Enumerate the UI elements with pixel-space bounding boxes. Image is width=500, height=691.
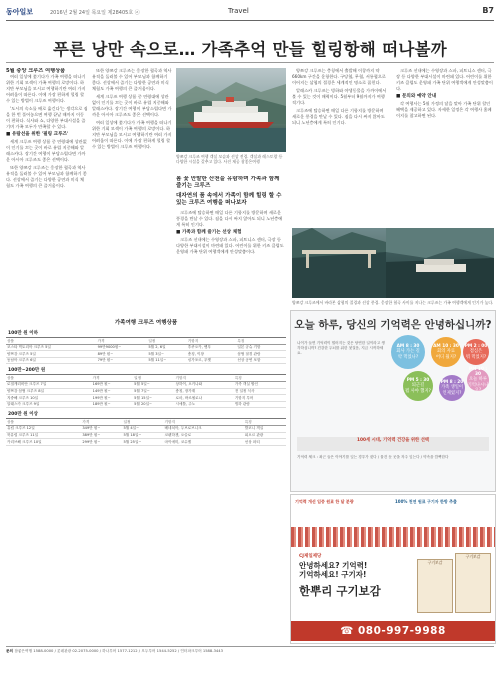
table-cell: 빙하 관람 xyxy=(234,401,286,408)
bubble-text: 회의 자료 어디 뒀지? xyxy=(435,349,457,360)
table-cell: 동남아 크루즈 6일 xyxy=(6,357,97,364)
product-boxes-image xyxy=(417,553,491,613)
article-paragraph: 세계 크루즈 여행 상품 중 연령대에 상관없이 인기를 끄는 곳이 바로 유럽 지중해와 알래스카다. 장기간 여행이 부담스럽다면 가까운 아시아 크루즈도 좋은 선택이다. xyxy=(6,139,87,162)
table-cell: 5월 18일~ xyxy=(122,432,163,439)
table-row xyxy=(6,381,286,388)
footer-contacts: 참좋은여행 1588-0000 / 롯데관광 02-2075-0000 / 하나투어 1577-1212 / 모두투어 1544-5252 / 인터파크투어 1588-3443 xyxy=(14,649,223,653)
article-paragraph: 또한 양쯔강 크루즈는 웅장한 협곡과 역사 유적을 둘러볼 수 있어 부모님과 함께하기 좋다. 선상에서 즐기는 다양한 공연과 미식 체험도 가족 여행의 큰 즐거움이다. xyxy=(92,68,172,91)
inquiry-footer xyxy=(6,646,494,684)
table-title: 가족여행 크루즈 여행상품 xyxy=(114,320,178,326)
bubble-time: AM 8 : 30 xyxy=(396,344,420,350)
bubble-time: PM 10 : 30 xyxy=(468,367,488,378)
table-cell: 충칭, 이창 xyxy=(187,351,237,358)
table-cell: 알래스카 크루즈 9일 xyxy=(6,401,92,408)
table-row xyxy=(6,425,286,432)
table-cell: 상하이, 오키나와 xyxy=(175,381,234,388)
table-cell: 베네치아, 두브로브니크 xyxy=(164,425,244,432)
table-cell: 5월 4일~ xyxy=(122,425,163,432)
table-cell: 389만 원~ xyxy=(81,432,122,439)
memory-bubble xyxy=(439,375,465,401)
cruise-photo-caption: 양쯔강 크루즈 여행 객실 모습과 선상 전경. 객실과 레스토랑 등 다양한 시설을 갖추고 있다. 사진 제공 참좋은여행 xyxy=(176,154,283,164)
product-box-label: 구기보감 xyxy=(465,554,481,559)
article-subhead: ■ 문의와 예약 안내 xyxy=(396,94,437,99)
ad-right-headline: 100% 천연 원료 구기자 한방 추출 xyxy=(395,499,457,504)
table-cell: 싱가포르, 푸껫 xyxy=(187,357,237,364)
table-cell: 5월 7일~ xyxy=(133,388,174,395)
cruise-ship-photo xyxy=(176,68,286,152)
table-header-cell: 가격 xyxy=(81,419,122,425)
gorge-photo-caption: 양쯔강 크루즈에서 바라본 삼협의 절경과 선상 풍경. 웅장한 협곡 사이를 지나는 크루즈는 가족 여행객에게 인기가 높다. xyxy=(292,300,494,305)
bubble-time: PM 8 : 20 xyxy=(440,380,464,386)
ad-banner-bar xyxy=(297,437,489,451)
table-cell: 피오르 관광 xyxy=(244,432,286,439)
table-header-cell: 가격 xyxy=(92,375,133,381)
table-cell: 선상 공연 포함 xyxy=(236,357,286,364)
table-row xyxy=(6,357,286,364)
ad-top-headlines xyxy=(295,499,491,525)
brand-name: CJ제일제당 xyxy=(299,554,322,559)
product-advertisement xyxy=(290,494,496,644)
table-cell: 후쿠오카, 벳푸 xyxy=(187,344,237,351)
table-cell: 189만 원~ xyxy=(92,401,133,408)
table-cell: 149만 원~ xyxy=(92,388,133,395)
article-column-3 xyxy=(176,176,286,312)
table-section-label: 100만~200만 원 xyxy=(6,366,286,375)
table-cell: 5월 3일~ xyxy=(147,351,186,358)
table-cell: 충칭, 장가계 xyxy=(175,388,234,395)
table-cell: 카리브해 크루즈 10일 xyxy=(6,439,81,446)
article-paragraph: '도시의 숙소를 배로 옮긴다'는 생각으로 짐을 한 번 풀어놓으면 여행 끝날 때까지 이동이 편하다. 식사와 쇼, 다양한 부대시설을 즐기며 가족 모두가 만족할 수 있다. xyxy=(6,106,88,129)
table-header-cell: 상품 xyxy=(6,338,97,344)
table-cell: 5월 2, 6일 xyxy=(147,344,186,351)
page-number: B7 xyxy=(482,6,494,15)
table-row xyxy=(6,344,286,351)
table-cell: 5월 5일~ xyxy=(133,381,174,388)
article-paragraph: 크루즈 선내에는 수영장과 스파, 피트니스 센터, 극장 등 다양한 부대시설이 마련돼 있다. 어린이를 위한 키즈 클럽도 운영돼 가족 단위 여행객에게 안성맞춤이다. xyxy=(176,237,284,254)
memory-bubble xyxy=(463,339,489,365)
table-cell: 79만 원~ xyxy=(97,357,148,364)
gorge-photo xyxy=(292,228,386,298)
masthead xyxy=(6,6,494,21)
table-cell: 5월 11일~ xyxy=(147,357,186,364)
tour-table xyxy=(6,375,286,408)
table-section-label: 100만 원 이하 xyxy=(6,329,286,338)
cruise-ship-illustration xyxy=(176,68,286,152)
article-column-5 xyxy=(396,68,494,224)
memory-bubble xyxy=(403,371,433,401)
table-cell: 선상 파티 xyxy=(244,439,286,446)
table-cell: 5월 15일~ xyxy=(133,395,174,402)
bubble-time: PM 5 : 30 xyxy=(406,378,430,384)
article-column-4 xyxy=(292,68,388,224)
tour-table xyxy=(6,419,286,445)
article-column-2 xyxy=(92,68,172,312)
article-subhead: ■ 가족과 함께 즐기는 선상 체험 xyxy=(176,230,242,235)
table-header-cell: 상품 xyxy=(6,419,81,425)
table-header-cell: 가격 xyxy=(97,338,148,344)
bubble-text: 가족 생일이 언제였지? xyxy=(440,385,464,396)
table-row xyxy=(6,439,286,446)
table-cell: 삼협 절경 관람 xyxy=(236,351,286,358)
ad-banner-text: 100세 시대, 기억력 건강을 위한 선택 xyxy=(356,438,430,443)
table-cell: 99만9000원~ xyxy=(97,344,148,351)
article-pull-quote: 봄 꽃 만발한 산천을 유람하며 가족과 함께 즐기는 크루즈 xyxy=(176,176,280,189)
table-cell: 마이애미, 코수멜 xyxy=(164,439,244,446)
article-paragraph: 여러 일상에 쫓기다가 가족 여행을 떠나기 위한 기회 모색이 가족 여행의 로망이다. 하지만 부모님을 모시고 여행하기란 여러 가지 어려움이 따른다. 이에 가장 편하게 힐링 할 수 있는 방법이 크루즈 여행이다. xyxy=(92,120,172,149)
ad-left-headline: 기억력 개선 입증 원료 한 달 분량 xyxy=(295,499,354,504)
tour-product-table xyxy=(6,318,286,640)
product-box xyxy=(455,553,491,613)
memory-bubble xyxy=(431,337,461,367)
table-row xyxy=(6,401,286,408)
section-name: Travel xyxy=(228,7,249,15)
article-paragraph: 크루즈에 탑승하면 매일 다른 기항지를 방문하며 새로운 풍경을 만날 수 있다. 짐을 다시 싸지 않아도 되니 노년층에게 특히 인기다. xyxy=(176,210,283,227)
bubble-text: 점심은 뭐 먹었지? xyxy=(465,349,487,360)
table-cell: 지중해 크루즈 10일 xyxy=(6,395,92,402)
table-cell: 북유럽 크루즈 11일 xyxy=(6,432,81,439)
page-headline: 푸른 낭만 속으로… 가족추억 만들 힐링항해 떠나볼까 xyxy=(52,40,448,59)
table-body xyxy=(6,329,286,446)
product-box xyxy=(417,559,453,613)
table-cell: 로열캐리비안 크루즈 7일 xyxy=(6,381,92,388)
table-cell: 기항지 투어 xyxy=(234,395,286,402)
issue-date: 2016년 2월 24일 목요일 제28405호 ⓐ xyxy=(50,10,140,16)
product-box-label: 구기보감 xyxy=(427,560,443,565)
table-cell: 유럽 크루즈 12일 xyxy=(6,425,81,432)
table-cell: 349만 원~ xyxy=(81,425,122,432)
slogan-line-2: 기억하세요! 구기자! xyxy=(299,570,367,579)
table-cell: 89만 원~ xyxy=(97,351,148,358)
memory-bubble xyxy=(467,369,489,391)
table-cell: 169만 원~ xyxy=(92,381,133,388)
table-header-cell: 일정 xyxy=(122,419,163,425)
table-header-cell: 기항지 xyxy=(164,419,244,425)
article-paragraph: 또한 양쯔강 크루즈는 웅장한 협곡과 역사 유적을 둘러볼 수 있어 부모님과 함께하기 좋다. 선상에서 즐기는 다양한 공연과 미식 체험도 가족 여행의 큰 즐거움이다. xyxy=(6,165,87,188)
newspaper-logo: 동아일보 xyxy=(6,8,34,16)
tour-table xyxy=(6,338,286,364)
ad-intro-text: 나이가 들면 기억력이 떨어지는 것은 당연한 일이라고 생각하십니까? 건강한 두뇌를 위한 첫걸음, 지금 시작하세요. xyxy=(297,341,385,355)
article-paragraph: 알래스카 크루즈는 빙하와 야생동물을 가까이에서 볼 수 있는 것이 매력이다. 5월부터 9월까지가 여행 적기다. xyxy=(292,88,387,105)
bubble-time: AM 10 : 30 xyxy=(433,344,459,350)
article-paragraph: 크루즈 선내에는 수영장과 스파, 피트니스 센터, 극장 등 다양한 부대시설이 마련돼 있다. 어린이를 위한 키즈 클럽도 운영돼 가족 단위 여행객에게 안성맞춤이다. xyxy=(396,68,493,91)
memory-bubble xyxy=(391,335,425,369)
table-cell: 일본 규슈 기항 xyxy=(236,344,286,351)
table-row xyxy=(6,395,286,402)
table-cell: 양쯔강 크루즈 5일 xyxy=(6,351,97,358)
table-cell: 5월 20일~ xyxy=(133,401,174,408)
table-cell: 가족 객실 할인 xyxy=(234,381,286,388)
table-row xyxy=(6,351,286,358)
bubble-time: PM 2 : 00 xyxy=(464,344,488,350)
article-paragraph: 여러 일상에 쫓기다가 가족 여행을 떠나기 위한 기회 모색이 가족 여행의 로망이다. 하지만 부모님을 모시고 여행하기란 여러 가지 어려움이 따른다. 이에 가장 편하게 힐링 할 수 있는 방법이 크루즈 여행이다. xyxy=(6,74,86,103)
headline-divider xyxy=(6,62,494,63)
article-paragraph: 각 여행사는 5월 가정의 달을 맞아 가족 단위 할인 혜택을 제공하고 있다. 자세한 일정은 각 여행사 홈페이지를 참고하면 된다. xyxy=(396,101,492,118)
article-pull-quote: 대자연의 품 속에서 가족이 함께 힐링 할 수 있는 크루즈 여행을 떠나보자 xyxy=(176,193,282,206)
table-cell: 코스타 빅토리아 크루즈 5일 xyxy=(6,344,97,351)
article-column-1 xyxy=(6,68,88,312)
ad-slogan xyxy=(299,561,367,579)
table-cell: 시애틀, 주노 xyxy=(175,401,234,408)
table-cell: 199만 원~ xyxy=(92,395,133,402)
article-paragraph: 세계 크루즈 여행 상품 중 연령대에 상관없이 인기를 끄는 곳이 바로 유럽 지중해와 알래스카다. 장기간 여행이 부담스럽다면 가까운 아시아 크루즈도 좋은 선택이다. xyxy=(92,94,172,117)
cruise-deck-photo xyxy=(386,228,494,298)
table-cell: 299만 원~ xyxy=(81,439,122,446)
ad-checklist: 기억력 체크 : 최근 들은 이야기를 잊는 경우가 잦다 / 물건 둔 곳을 자주 잊는다 / 약속을 깜빡한다 xyxy=(297,455,449,459)
table-section-label: 200만 원 이상 xyxy=(6,410,286,419)
bubble-text: 회사 가는 길 약 먹었나? xyxy=(396,349,420,360)
goji-berries-image xyxy=(291,527,495,547)
article-subhead: ■ 유람선을 위한 '필링 크루즈' xyxy=(6,132,69,137)
table-cell: 코펜하겐, 오슬로 xyxy=(164,432,244,439)
article-lede: 5월 중앙 크루즈 여행상품 xyxy=(6,68,66,74)
article-paragraph: 양쯔강 크루즈는 충칭에서 출발해 이창까지 약 660km 구간을 운항한다. 구당협, 무협, 서릉협으로 이어지는 삼협의 절경은 세계적인 명소로 꼽힌다. xyxy=(292,68,386,85)
footer-label: 문의 xyxy=(6,649,14,653)
table-cell: 로마, 바르셀로나 xyxy=(175,395,234,402)
gorge-illustration xyxy=(292,228,386,298)
product-name: 한뿌리 구기보감 xyxy=(299,584,381,598)
cruise-deck-illustration xyxy=(386,228,494,298)
ad-headline: 오늘 하루, 당신의 기억력은 안녕하십니까? xyxy=(294,319,492,331)
table-header-cell: 특징 xyxy=(234,375,286,381)
table-row xyxy=(6,432,286,439)
memory-advertisement xyxy=(290,310,496,492)
table-header-cell: 상품 xyxy=(6,375,92,381)
table-header-cell: 일정 xyxy=(133,375,174,381)
table-header-cell: 일정 xyxy=(147,338,186,344)
bubble-text: 퇴근길 뭘 사야 했지? xyxy=(405,383,431,394)
table-header-cell: 특징 xyxy=(244,419,286,425)
table-cell: 양쯔강 삼협 크루즈 8일 xyxy=(6,388,92,395)
table-header-cell: 기항지 xyxy=(187,338,237,344)
table-cell: 발코니 객실 xyxy=(244,425,286,432)
table-cell: 전 일정 식사 xyxy=(234,388,286,395)
order-phone-number[interactable]: ☎ 080-997-9988 xyxy=(291,621,495,641)
table-cell: 5월 25일~ xyxy=(122,439,163,446)
table-row xyxy=(6,388,286,395)
bubble-text: 오늘 하루 기억나시나요? xyxy=(467,377,489,393)
table-header-cell: 기항지 xyxy=(175,375,234,381)
table-header-cell: 특징 xyxy=(236,338,286,344)
slogan-line-1: 안녕하세요? 기억력! xyxy=(299,561,368,570)
article-paragraph: 크루즈에 탑승하면 매일 다른 기항지를 방문하며 새로운 풍경을 만날 수 있다. 짐을 다시 싸지 않아도 되니 노년층에게 특히 인기다. xyxy=(292,108,385,125)
